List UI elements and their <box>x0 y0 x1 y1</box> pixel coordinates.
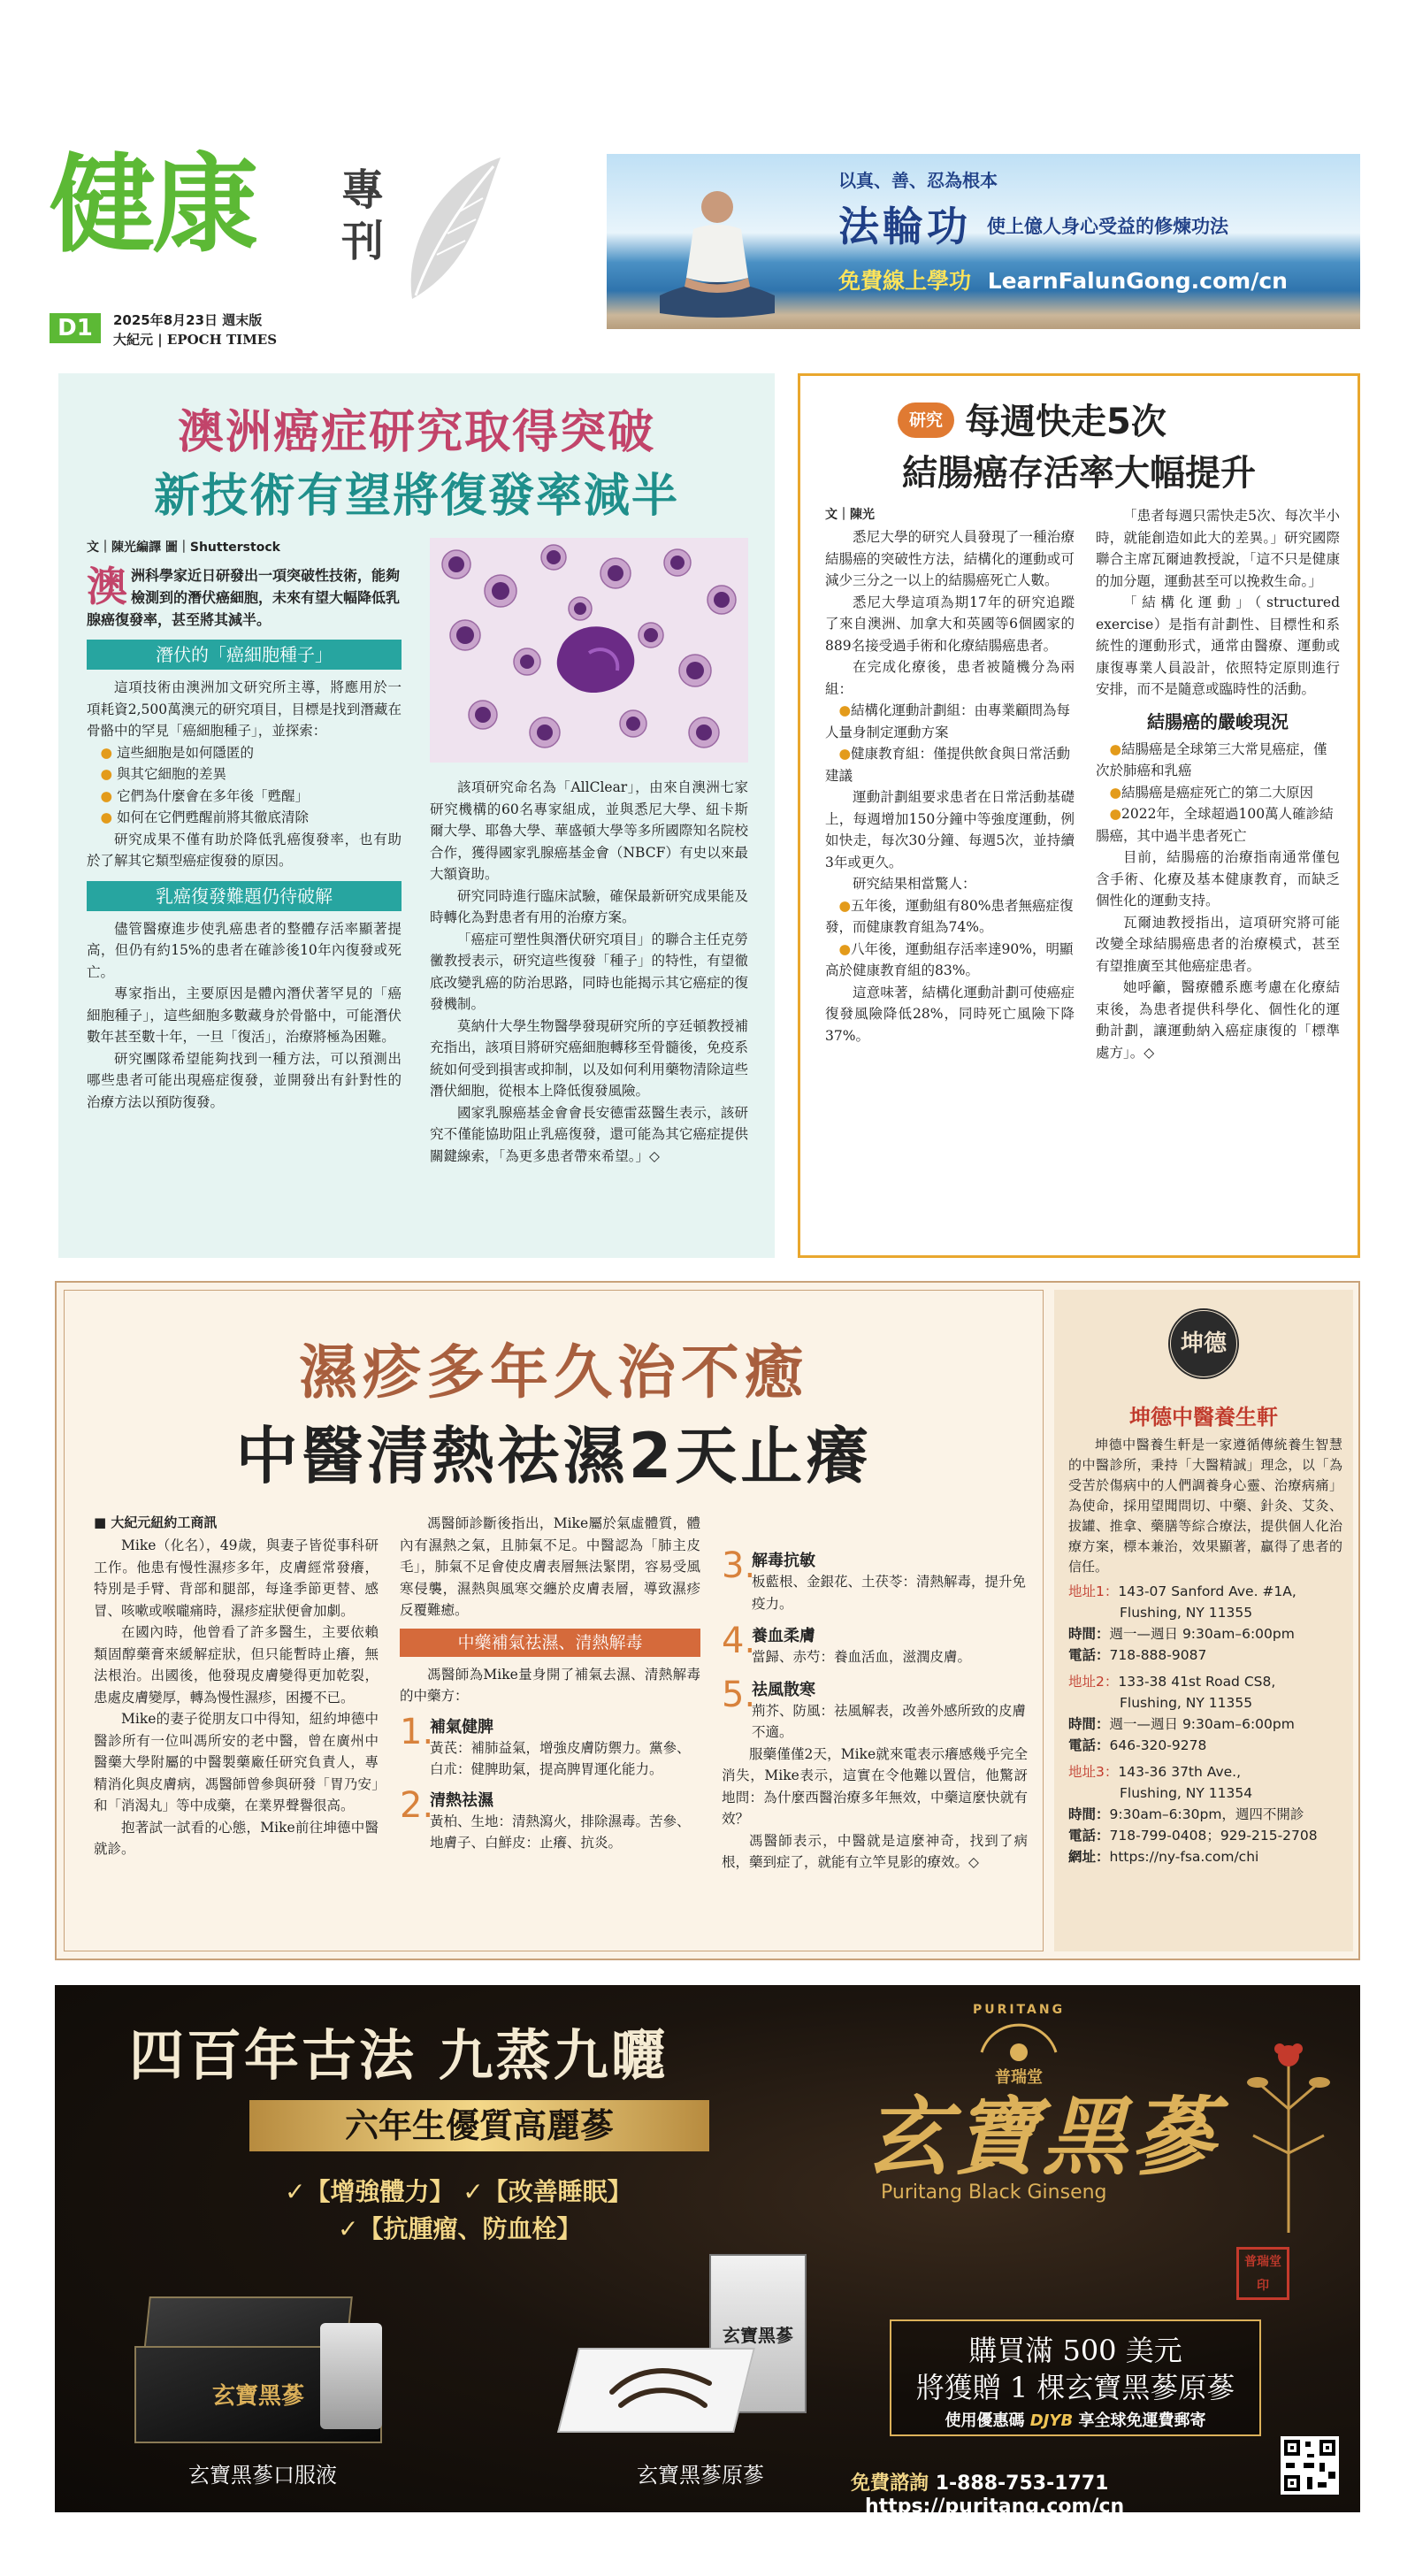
a1-p4: 專家指出，主要原因是體內潛伏著罕見的「癌細胞種子」，這些細胞多數藏身於骨骼中，可能潛伏數年甚至數十年，一旦「復活」，治療將極為困難。 <box>87 985 402 1045</box>
a1-lead <box>87 564 402 631</box>
brand-seal-text: 普瑞堂印 <box>1244 2255 1281 2293</box>
banner-cta[interactable] <box>838 264 1288 295</box>
banner-slogan: 使上億人身心受益的修煉功法 <box>987 215 1228 237</box>
a3-p1: Mike（化名），49歲，與妻子皆從事科研工作。他患有慢性濕疹多年，皮膚經常發癢，特別是手臂、背部和腿部，每逢季節更替、感冒、咳嗽或喉嚨痛時，濕疹症狀便會加劇。 <box>94 1537 379 1619</box>
a1-p6: 該項研究命名為「AllClear」，由來自澳洲七家研究機構的60名專家組成，並與悉尼大學、紐卡斯爾大學、耶魯大學、華盛頓大學等多所國際知名院校合作，獲得國家乳腺癌基金會（NBCF）有史以來最大額資助。 <box>430 779 748 882</box>
contact-label: 免費諮詢 <box>851 2472 929 2495</box>
banner-brand: 法輪功 <box>838 203 971 250</box>
page-number: D1 <box>50 313 101 343</box>
a1-p2: 研究成果不僅有助於降低乳癌復發率，也有助於了解其它類型癌症復發的原因。 <box>87 831 402 869</box>
a2-subhead: 結腸癌的嚴峻現況 <box>1147 710 1289 732</box>
banner-tagline: 以真、善、忍為根本 <box>838 170 998 191</box>
falun-gong-banner[interactable] <box>607 154 1360 329</box>
a2-p2: 悉尼大學這項為期17年的研究追蹤了來自澳洲、加拿大和英國等6個國家的889名接受過手術和化療結腸癌患者。 <box>825 594 1075 654</box>
code-suffix: 享全球免運費郵寄 <box>1073 2411 1206 2430</box>
clinic-hours-3: 時間：9:30am–6:30pm，週四不開診 <box>1068 1806 1304 1822</box>
a3-remedy-5-text: 荊芥、防風：祛風解表，改善外感所致的皮膚不適。 <box>752 1702 1027 1740</box>
ginseng-root-icon <box>603 2357 718 2419</box>
masthead-title: 健康 <box>50 144 255 267</box>
a2-col-1 <box>825 505 1075 1046</box>
a1-p7: 研究同時進行臨床試驗，確保最新研究成果能及時轉化為對患者有用的治療方案。 <box>430 887 748 925</box>
a3-p4: 抱著試一試看的心態，Mike前往坤德中醫就診。 <box>94 1819 379 1857</box>
brand-en: PURITANG <box>972 2003 1066 2017</box>
a2-p10: 瓦爾迪教授指出，這項研究將可能改變全球結腸癌患者的治療模式，甚至有望推廣至其他癌症患者。 <box>1096 914 1340 974</box>
clinic-name: 坤德中醫養生軒 <box>1129 1405 1278 1430</box>
contact-url[interactable]: https://puritang.com/cn <box>865 2496 1125 2518</box>
a3-p3: Mike的妻子從朋友口中得知，紐約坤德中醫診所有一位叫馮所安的老中醫，曾在廣州中醫藥大學附屬的中醫製藥廠任研究負責人，專精消化與皮膚病，馮醫師曾參與研發「胃乃安」和「消渴丸」等中成藥，在業界聲譽很高。 <box>94 1711 379 1813</box>
a2-bullet-2: ●健康教育組：僅提供飲食與日常活動建議 <box>825 746 1071 784</box>
clinic-phone-1[interactable]: 電話：718-888-9087 <box>1068 1647 1207 1663</box>
a3-remedy-1-text: 黃芪：補肺益氣，增強皮膚防禦力。黨參、白朮：健脾助氣，提高脾胃運化能力。 <box>430 1739 691 1777</box>
ad-benefits-1: ✓【增強體力】 ✓【改善睡眠】 <box>285 2177 632 2206</box>
masthead-sub-text: 專刊 <box>341 165 385 266</box>
clinic-phone-3[interactable]: 電話：718-799-0408；929-215-2708 <box>1068 1828 1318 1844</box>
caption-root: 玄寶黑蔘原蔘 <box>637 2463 764 2488</box>
a3-p6: 馮醫師為Mike量身開了補氣去濕、清熱解毒的中藥方： <box>400 1666 700 1704</box>
a3-remedy-2 <box>400 1784 700 1854</box>
eczema-section <box>55 1281 1360 1960</box>
banner-url[interactable]: LearnFalunGong.com/cn <box>987 268 1288 294</box>
a3-p5: 馮醫師診斷後指出，Mike屬於氣虛體質，體內有濕熱之氣，且肺氣不足。中醫認為「肺主皮毛」，肺氣不足會使皮膚表層無法緊閉，容易受風寒侵襲，濕熱與風寒交纏於皮膚表層，導致濕疹反覆難癒。 <box>400 1515 700 1618</box>
a3-subhead: 中藥補氣祛濕、清熱解毒 <box>400 1629 700 1657</box>
contact-phone[interactable]: 1-888-753-1771 <box>935 2472 1109 2495</box>
a2-byline: 文｜陳光 <box>825 508 875 522</box>
a3-remedy-3-text: 板藍根、金銀花、土茯苓：清熱解毒，提升免疫力。 <box>752 1574 1027 1612</box>
a2-p7: 「患者每週只需快走5次、每次半小時，就能創造如此大的差異。」研究國際聯合主席瓦爾迪教授說，「這不只是健康的加分題，運動甚至可以挽救生命。」 <box>1096 508 1340 589</box>
product-name: 玄寶黑蔘 <box>865 2087 1219 2187</box>
a1-p1: 這項技術由澳洲加文研究所主導，將應用於一項耗資2,500萬澳元的研究項目，目標是找到潛藏在骨骼中的罕見「癌細胞種子」，並探索： <box>87 679 402 739</box>
a3-title-2: 中醫清熱祛濕2天止癢 <box>235 1420 872 1492</box>
ginseng-plant-icon <box>1240 2029 1337 2233</box>
a2-col-2 <box>1096 505 1340 1063</box>
a2-p8: 「結構化運動」（structured exercise）是指有計劃性、目標性和系統性的運動形式，通常由醫療、運動或康復專業人員設計，依照特定原則進行安排，而不是隨意或臨時性的活動。 <box>1096 594 1340 697</box>
product-box-oral-liquid <box>117 2261 409 2447</box>
a3-num-4: 4. <box>722 1621 756 1661</box>
a3-col-1 <box>94 1513 379 1860</box>
a1-p5: 研究團隊希望能夠找到一種方法，可以預測出哪些患者可能出現癌症復發，並開發出有針對性的治療方法以預防復發。 <box>87 1050 402 1110</box>
vial-bag <box>320 2323 382 2429</box>
a3-remedy-2-title: 清熱祛濕 <box>430 1790 493 1810</box>
code-prefix: 使用優惠碼 <box>945 2411 1030 2430</box>
a3-remedy-3-title: 解毒抗敏 <box>752 1552 815 1570</box>
a1-p8: 「癌症可塑性與潛伏研究項目」的聯合主任克勞黴教授表示，研究這些復發「種子」的特性，有望徹底改變乳癌的防治思路，同時也能揭示其它癌症的復發機制。 <box>430 931 748 1012</box>
a1-bullet-1: ● 這些細胞是如何隱匿的 <box>100 744 254 761</box>
offer-box <box>890 2319 1261 2436</box>
a1-p9: 莫納什大學生物醫學發現研究所的亨廷頓教授補充指出，該項目將研究癌細胞轉移至骨髓後，免疫系統如何受到損害或抑制，以及如何利用藥物清除這些潛伏細胞，從根本上降低復發風險。 <box>430 1017 748 1099</box>
product-name-en: Puritang Black Ginseng <box>881 2181 1107 2204</box>
qr-code-icon[interactable] <box>1281 2436 1339 2495</box>
meditation-figure-icon <box>651 180 784 322</box>
a1-subhead-1: 潛伏的「癌細胞種子」 <box>87 640 402 670</box>
a2-bullet-4: ●八年後，運動組存活率達90%，明顯高於健康教育組的83%。 <box>825 940 1074 978</box>
ginseng-ad <box>55 1985 1360 2518</box>
clinic-addr-3: 地址3：143-36 37th Ave., Flushing, NY 11354 <box>1068 1764 1253 1801</box>
a3-num-1: 1. <box>400 1711 434 1752</box>
a3-remedy-1-title: 補氣健脾 <box>430 1717 493 1736</box>
box-front-label: 玄寶黑蔘 <box>211 2383 304 2410</box>
a1-lead-text: 洲科學家近日研發出一項突破性技術，能夠檢測到的潛伏癌細胞，未來有望大幅降低乳腺癌復發率，甚至將其減半。 <box>87 567 401 628</box>
a3-remedy-5 <box>722 1674 1028 1744</box>
a1-title-2: 新技術有望將復發率減半 <box>153 470 679 523</box>
a3-source: ■ 大紀元紐約工商訊 <box>94 1514 218 1530</box>
a2-bullet-5: ●結腸癌是全球第三大常見癌症，僅次於肺癌和乳癌 <box>1096 740 1327 778</box>
a2-p5: 研究結果相當驚人： <box>853 876 976 892</box>
brand-seal <box>1236 2247 1289 2300</box>
clinic-phone-2[interactable]: 電話：646-320-9278 <box>1068 1737 1207 1753</box>
clinic-hours-2: 時間：週一—週日 9:30am–6:00pm <box>1068 1716 1295 1732</box>
a3-num-2: 2. <box>400 1784 434 1826</box>
caption-oral-liquid: 玄寶黑蔘口服液 <box>188 2463 337 2488</box>
a3-col-3 <box>722 1513 1028 1874</box>
a2-p4: 運動計劃組要求患者在日常活動基礎上，每週增加150分鐘中等強度運動，例如快走，每次30分鐘、每週5次，並持續3年或更久。 <box>825 789 1075 870</box>
offer-line-1: 購買滿 500 美元 <box>968 2334 1182 2367</box>
product-box-root <box>550 2250 851 2445</box>
clinic-seal-text: 坤德 <box>1180 1330 1227 1357</box>
ad-ribbon: 六年生優質高麗蔘 <box>249 2100 709 2151</box>
a2-title-1: 每週快走5次 <box>965 402 1166 442</box>
leaf-logo-icon <box>394 149 509 308</box>
a1-col-2 <box>430 777 748 1167</box>
ad-headline: 四百年古法 九蒸九曬 <box>129 2023 669 2088</box>
cancer-cells-photo <box>430 538 748 763</box>
a2-p11: 她呼籲，醫療體系應考慮在化療結束後，為患者提供科學化、個性化的運動計劃，讓運動納入癌症康復的「標準處方」。◇ <box>1096 979 1340 1061</box>
a1-bullet-3: ● 它們為什麼會在多年後「甦醒」 <box>100 787 309 804</box>
clinic-addr-2: 地址2：133-38 41st Road CS8, Flushing, NY 11355 <box>1068 1674 1276 1711</box>
a2-bullet-6: ●結腸癌是癌症死亡的第二大原因 <box>1109 784 1314 801</box>
a2-p1: 悉尼大學的研究人員發現了一種治療結腸癌的突破性方法，結構化的運動或可減少三分之一以上的結腸癌死亡人數。 <box>825 529 1075 588</box>
promo-code[interactable]: DJYB <box>1029 2411 1074 2430</box>
a1-bullet-4: ● 如何在它們甦醒前將其徹底清除 <box>100 809 309 825</box>
masthead-sub <box>341 165 391 267</box>
a1-drop-cap: 澳 <box>87 563 127 610</box>
a2-bullet-1: ●結構化運動計劃組：由專業顧問為每人量身制定運動方案 <box>825 702 1071 740</box>
a1-col-1 <box>87 538 402 1113</box>
a3-remedy-1 <box>400 1711 700 1781</box>
brand-cn: 普瑞堂 <box>995 2068 1043 2087</box>
a1-title-1: 澳洲癌症研究取得突破 <box>177 406 655 459</box>
a3-num-5: 5. <box>722 1674 756 1715</box>
clinic-intro: 坤德中醫養生軒是一家遵循傳統養生智慧的中醫診所，秉持「大醫精誠」理念，以「為受苦於傷病中的人們調養身心靈、治療病痛」為使命，採用望聞問切、中藥、針灸、艾灸、拔罐、推拿、藥膳等綜合療法，提供個人化治療方案，標本兼治，效果顯著，贏得了患者的信任。 <box>1068 1437 1342 1575</box>
a3-title-1: 濕疹多年久治不癒 <box>299 1338 808 1407</box>
puritang-emblem-icon <box>975 1990 1063 2061</box>
a1-byline: 文｜陳光編譯 圖｜Shutterstock <box>87 540 280 555</box>
a1-p3: 儘管醫療進步使乳癌患者的整體存活率顯著提高，但仍有約15%的患者在確診後10年內復發或死亡。 <box>87 920 402 980</box>
article-cancer-research <box>58 373 775 1258</box>
a3-remedy-4-title: 養血柔膚 <box>752 1627 815 1645</box>
clinic-addr-1: 地址1：143-07 Sanford Ave. #1A, Flushing, NY 11355 <box>1068 1583 1296 1621</box>
clinic-hours-1: 時間：週一—週日 9:30am–6:00pm <box>1068 1626 1295 1642</box>
a2-title-2: 結腸癌存活率大幅提升 <box>902 453 1256 494</box>
a3-col-2 <box>400 1513 700 1854</box>
a1-bullet-2: ● 與其它細胞的差異 <box>100 766 226 782</box>
a3-p8: 馮醫師表示，中醫就是這麼神奇，找到了病根，藥到症了，就能有立竿見影的療效。◇ <box>722 1832 1028 1870</box>
a2-p9: 目前，結腸癌的治療指南通常僅包含手術、化療及基本健康教育，而缺乏個性化的運動支持。 <box>1096 849 1340 908</box>
issue-date: 2025年8月23日 週末版 <box>113 312 263 328</box>
ad-benefits-2: ✓【抗腫瘤、防血栓】 <box>338 2214 582 2243</box>
a2-bullet-3: ●五年後，運動組有80%患者無癌症復發，而健康教育組為74%。 <box>825 897 1074 935</box>
a3-remedy-3 <box>722 1545 1028 1614</box>
a1-p10: 國家乳腺癌基金會會長安德雷茲醫生表示，該研究不僅能協助阻止乳癌復發，還可能為其它癌症提供關鍵線索，「為更多患者帶來希望。」◇ <box>430 1104 748 1164</box>
a3-remedy-4 <box>722 1623 1028 1668</box>
a3-num-3: 3. <box>722 1545 756 1586</box>
paper-name: 大紀元 | EPOCH TIMES <box>113 332 278 348</box>
a2-p3: 在完成化療後，患者被隨機分為兩組： <box>825 659 1075 697</box>
clinic-info <box>1068 1435 1342 1867</box>
offer-code-line <box>891 2408 1259 2431</box>
a3-p2: 在國內時，他曾看了許多醫生，主要依賴類固醇藥膏來緩解症狀，但只能暫時止癢，無法根治。出國後，他發現皮膚變得更加乾裂，患處皮膚變厚，轉為慢性濕疹，困擾不已。 <box>94 1624 379 1706</box>
clinic-seal <box>1167 1307 1240 1380</box>
masthead <box>50 144 580 361</box>
a3-remedy-4-text: 當歸、赤芍：養血活血，滋潤皮膚。 <box>752 1649 972 1665</box>
a3-remedy-5-title: 祛風散寒 <box>752 1680 815 1699</box>
a3-remedy-2-text: 黃柏、生地：清熱瀉火，排除濕毒。苦參、地膚子、白鮮皮：止癢、抗炎。 <box>430 1813 691 1851</box>
offer-line-2: 將獲贈 1 棵玄寶黑蔘原蔘 <box>915 2371 1235 2404</box>
a2-p6: 這意味著，結構化運動計劃可使癌症復發風險降低28%，同時死亡風險下降37%。 <box>825 984 1075 1044</box>
banner-cta-text: 免費線上學功 <box>838 268 972 294</box>
root-tin-label: 玄寶黑蔘 <box>723 2325 793 2346</box>
clinic-website[interactable]: 網址：https://ny-fsa.com/chi <box>1068 1849 1259 1865</box>
a3-p7: 服藥僅僅2天，Mike就來電表示癢感幾乎完全消失，Mike表示，這實在令他難以置信，他驚訝地問：為什麼西醫治療多年無效，中藥這麼快就有效？ <box>722 1745 1028 1827</box>
article-colon-cancer <box>798 373 1360 1258</box>
a2-bullet-7: ●2022年，全球超過100萬人確診結腸癌，其中過半患者死亡 <box>1096 806 1334 844</box>
a1-subhead-2: 乳癌復發難題仍待破解 <box>87 881 402 911</box>
clinic-sidebar <box>1054 1290 1353 1951</box>
a2-tag: 研究 <box>898 402 954 438</box>
